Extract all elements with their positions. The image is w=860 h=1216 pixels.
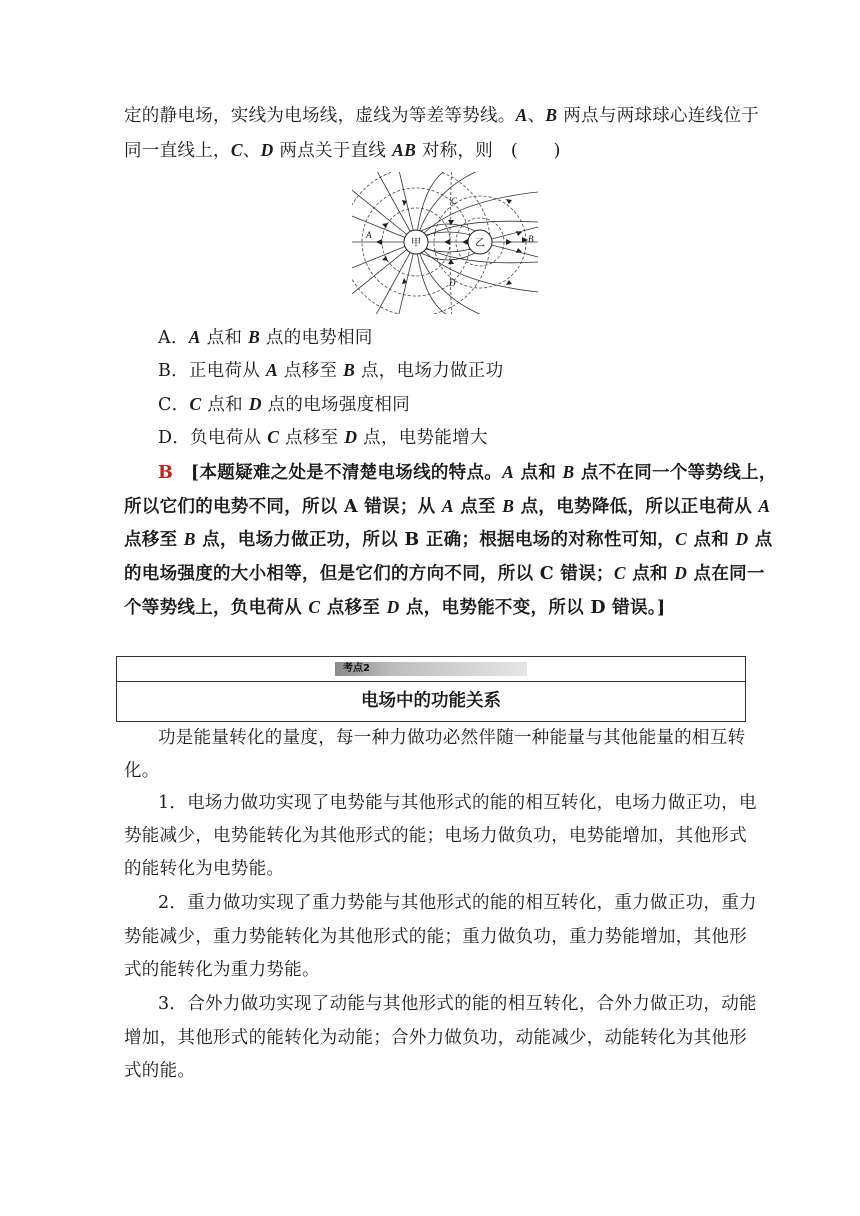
point-a-label: A: [366, 230, 372, 240]
question-line-1: 定的静电场，实线为电场线，虚线为等差等势线。A、B 两点与两球球心连线位于: [124, 105, 760, 126]
body-p1-l3: 的能转化为电势能。: [124, 859, 285, 879]
section-divider: [117, 681, 745, 682]
body-p1-l1: 1．电场力做功实现了电势能与其他形式的能的相互转化，电场力做正功，电: [158, 793, 757, 813]
option-c: C．C 点和 D 点的电场强度相同: [158, 394, 411, 415]
section-header-box: [116, 656, 746, 722]
electric-field-diagram: [352, 172, 538, 314]
question-line-2: 同一直线上，C、D 两点关于直线 AB 对称，则 ( ): [124, 140, 561, 161]
sphere-jia-label: 甲: [411, 238, 421, 249]
body-p3-l2: 增加，其他形式的能转化为动能；合外力做负功，动能减少，动能转化为其他形: [124, 1028, 747, 1048]
body-p3-l3: 式的能。: [124, 1061, 196, 1081]
answer-letter: B: [158, 463, 174, 483]
body-p2-l2: 势能减少，重力势能转化为其他形式的能；重力做负功，重力势能增加，其他形: [124, 927, 747, 947]
body-p0-l1: 功是能量转化的量度，每一种力做功必然伴随一种能量与其他能量的相互转: [158, 728, 746, 748]
answer-line-4: 的电场强度的大小相等，但是它们的方向不同，所以 C 错误；C 点和 D 点在同一: [124, 563, 765, 584]
option-d: D．负电荷从 C 点移至 D 点，电势能增大: [158, 427, 488, 448]
body-p0-l2: 化。: [124, 761, 160, 781]
body-p3-l1: 3．合外力做功实现了动能与其他形式的能的相互转化，合外力做正功，动能: [158, 994, 757, 1014]
body-p2-l3: 式的能转化为重力势能。: [124, 960, 320, 980]
answer-line-5: 个等势线上，负电荷从 C 点移至 D 点，电势能不变，所以 D 错误。]: [124, 597, 666, 618]
option-a: A．A 点和 B 点的电势相同: [158, 327, 373, 348]
section-badge-label: 考点2: [343, 663, 370, 674]
answer-line-3: 点移至 B 点，电场力做正功，所以 B 正确；根据电场的对称性可知，C 点和 D 点: [124, 529, 773, 550]
answer-line-2: 所以它们的电势不同，所以 A 错误；从 A 点至 B 点，电势降低，所以正电荷从 A: [124, 496, 771, 517]
section-title: 电场中的功能关系: [361, 691, 501, 711]
body-p1-l2: 势能减少，电势能转化为其他形式的能；电场力做负功，电势能增加，其他形式: [124, 826, 747, 846]
body-p2-l1: 2．重力做功实现了重力势能与其他形式的能的相互转化，重力做正功，重力: [158, 893, 757, 913]
sphere-yi-label: 乙: [475, 238, 485, 249]
option-b: B．正电荷从 A 点移至 B 点，电场力做正功: [158, 360, 504, 381]
answer-line-1: B [本题疑难之处是不清楚电场线的特点。A 点和 B 点不在同一个等势线上，: [158, 462, 777, 483]
point-b-label: B: [528, 234, 534, 244]
point-c-label: C: [451, 196, 458, 206]
point-d-label: D: [449, 278, 456, 288]
section-badge: [335, 662, 527, 676]
